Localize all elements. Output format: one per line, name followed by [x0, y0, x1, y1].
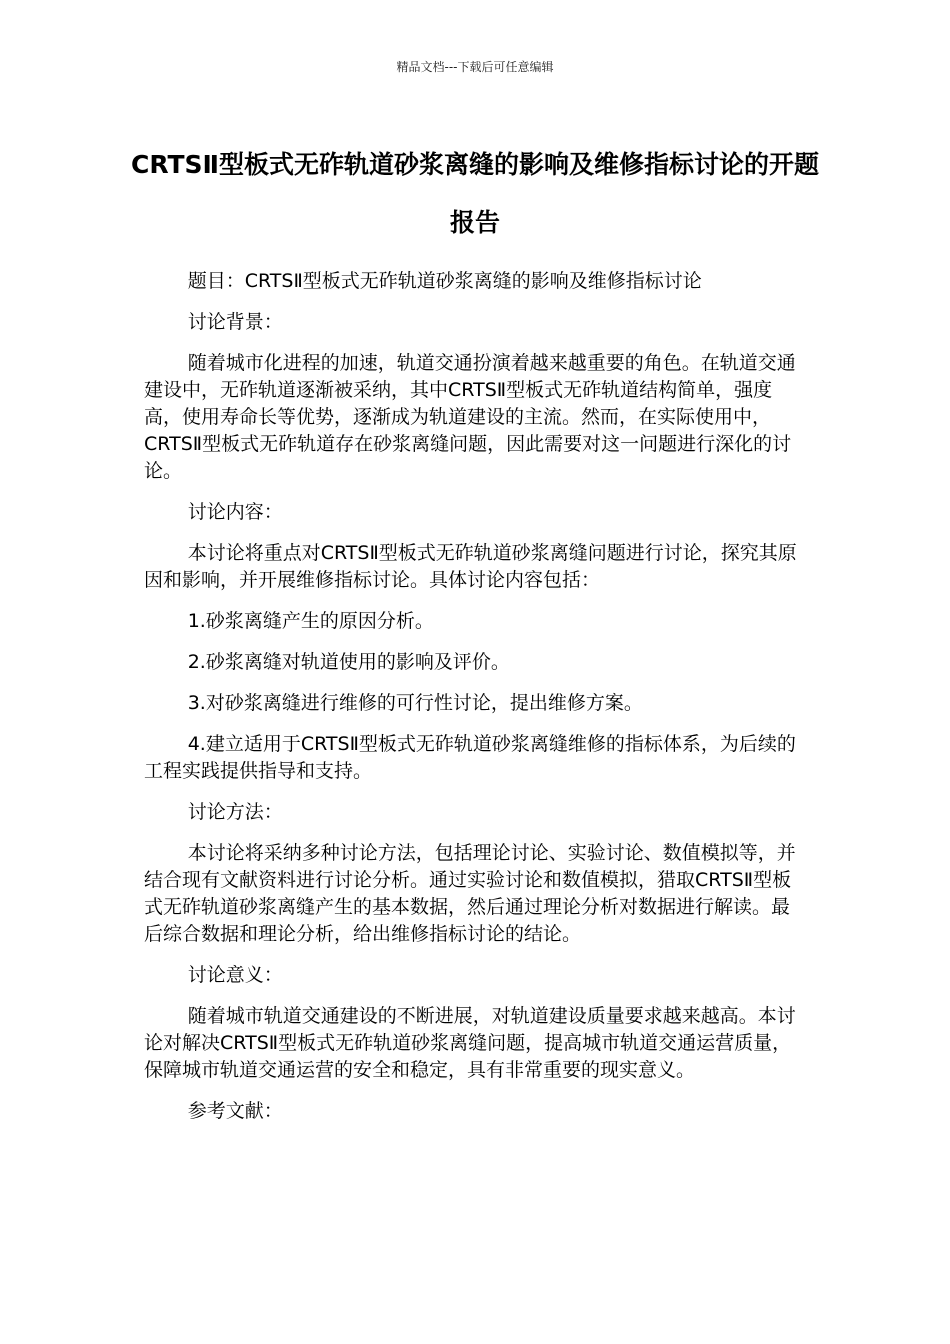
header-note: 精品文档---下载后可任意编辑	[396, 60, 554, 74]
content-item-2: 2.砂浆离缝对轨道使用的影响及评价。	[187, 651, 510, 673]
significance-paragraph: 随着城市轨道交通建设的不断进展，对轨道建设质量要求越来越高。本讨论对解决CRTSⅡ型板式无砟轨道砂浆离缝问题，提高城市轨道交通运营质量，保障城市轨道交通运营的安全和稳定，具有非常重要的现实意义。	[144, 1005, 796, 1081]
content-item-1: 1.砂浆离缝产生的原因分析。	[187, 610, 434, 632]
content-item-3: 3.对砂浆离缝进行维修的可行性讨论，提出维修方案。	[187, 692, 643, 714]
content-item-4: 4.建立适用于CRTSⅡ型板式无砟轨道砂浆离缝维修的指标体系，为后续的工程实践提供指导和支持。	[144, 733, 796, 782]
document-title: CRTSⅡ型板式无砟轨道砂浆离缝的影响及维修指标讨论的开题报告	[130, 150, 819, 237]
document-body	[144, 268, 806, 1139]
significance-heading: 讨论意义：	[187, 964, 283, 986]
method-paragraph: 本讨论将采纳多种讨论方法，包括理论讨论、实验讨论、数值模拟等，并结合现有文献资料进行讨论分析。通过实验讨论和数值模拟，猎取CRTSⅡ型板式无砟轨道砂浆离缝产生的基本数据，然后通过理论分析对数据进行解读。最后综合数据和理论分析，给出维修指标讨论的结论。	[144, 842, 796, 945]
content-heading: 讨论内容：	[187, 501, 283, 523]
background-paragraph: 随着城市化进程的加速，轨道交通扮演着越来越重要的角色。在轨道交通建设中，无砟轨道逐渐被采纳，其中CRTSⅡ型板式无砟轨道结构简单，强度高，使用寿命长等优势，逐渐成为轨道建设的主流。然而，在实际使用中，CRTSⅡ型板式无砟轨道存在砂浆离缝问题，因此需要对这一问题进行深化的讨论。	[144, 352, 796, 482]
references-heading: 参考文献：	[187, 1100, 283, 1122]
content-paragraph: 本讨论将重点对CRTSⅡ型板式无砟轨道砂浆离缝问题进行讨论，探究其原因和影响，并开展维修指标讨论。具体讨论内容包括：	[144, 542, 797, 591]
background-heading: 讨论背景：	[187, 311, 283, 333]
topic-line: 题目：CRTSⅡ型板式无砟轨道砂浆离缝的影响及维修指标讨论	[187, 270, 702, 292]
method-heading: 讨论方法：	[187, 801, 283, 823]
